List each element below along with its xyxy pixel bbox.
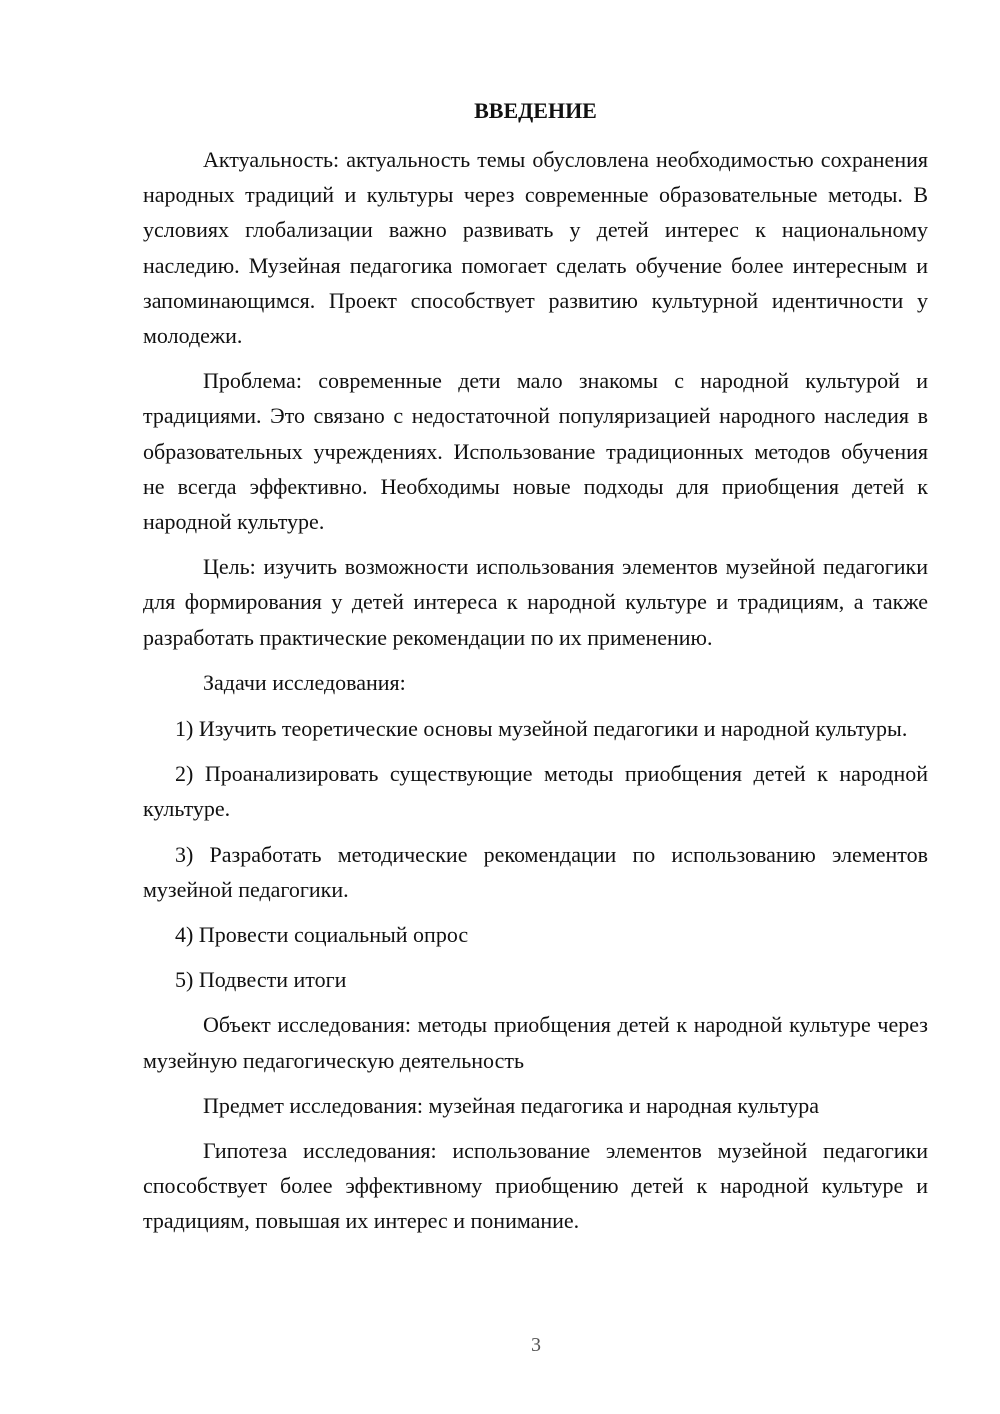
- paragraph-relevance: Актуальность: актуальность темы обусловлена необходимостью сохранения народных традиций и культуры через современные образовательные методы. В условиях глобализации важно развивать у детей интерес к национальному наследию. Музейная педагогика помогает сделать обучение более интересным и запоминающимся. Проект способствует развитию культурной идентичности у молодежи.: [143, 147, 928, 349]
- task-item-2: 2) Проанализировать существующие методы приобщения детей к народной культуре.: [143, 761, 928, 822]
- page-heading: ВВЕДЕНИЕ: [474, 98, 597, 123]
- paragraph-subject: Предмет исследования: музейная педагогика и народная культура: [203, 1092, 820, 1118]
- page-number: 3: [531, 1334, 541, 1356]
- paragraph-object: Объект исследования: методы приобщения детей к народной культуре через музейную педагогическую деятельность: [143, 1012, 928, 1073]
- task-item-1: 1) Изучить теоретические основы музейной педагогики и народной культуры.: [175, 716, 908, 742]
- task-item-4: 4) Провести социальный опрос: [175, 922, 469, 948]
- task-item-5: 5) Подвести итоги: [175, 967, 347, 993]
- paragraph-tasks-heading: Задачи исследования:: [203, 669, 406, 695]
- task-item-3: 3) Разработать методические рекомендации по использованию элементов музейной педагогики.: [143, 841, 928, 902]
- paragraph-problem: Проблема: современные дети мало знакомы с народной культурой и традициями. Это связано с недостаточной популяризацией народного наследия в образовательных учреждениях. Использование традиционных методов обучения не всегда эффективно. Необходимы новые подходы для приобщения детей к народной культуре.: [143, 368, 928, 535]
- page-content: [143, 94, 928, 1249]
- paragraph-hypothesis: Гипотеза исследования: использование элементов музейной педагогики способствует более эффективному приобщению детей к народной культуре и традициям, повышая их интерес и понимание.: [143, 1138, 928, 1234]
- paragraph-goal: Цель: изучить возможности использования элементов музейной педагогики для формирования у детей интереса к народной культуре и традициям, а также разработать практические рекомендации по их применению.: [143, 554, 928, 650]
